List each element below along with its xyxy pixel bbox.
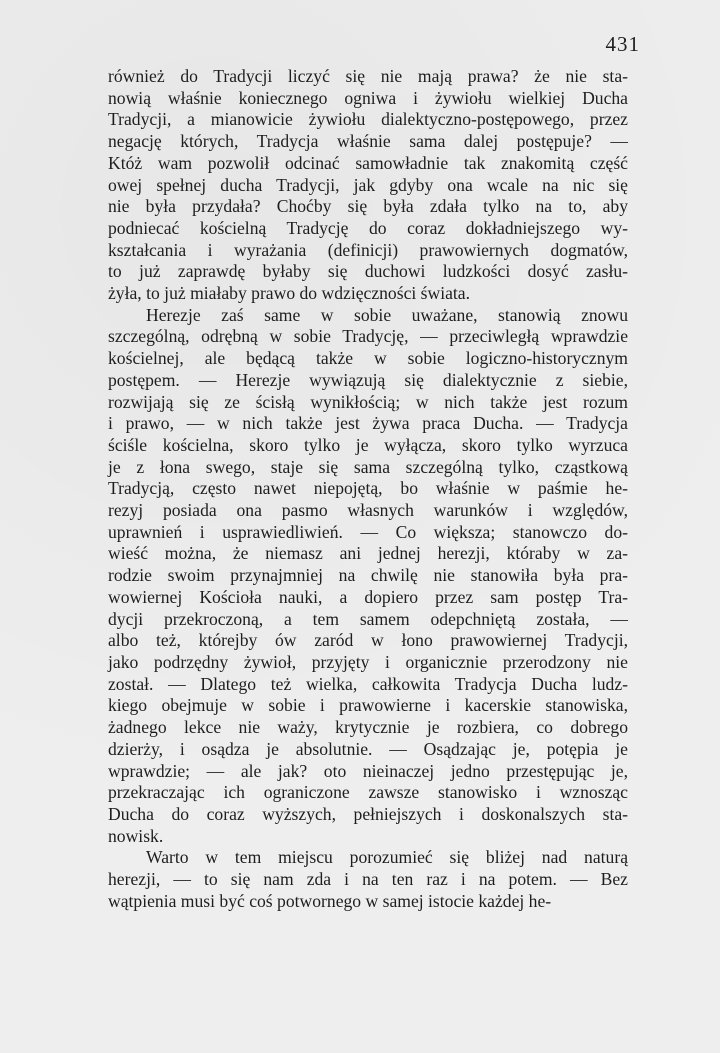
text-line: wprawdzie; — ale jak? oto nieinaczej jedno przestępując je, <box>108 760 628 781</box>
text-line: kiego obejmuje w sobie i prawowierne i kacerskie stanowiska, <box>108 695 628 716</box>
text-line: postępem. — Herezje wywiązują się dialektycznie z siebie, <box>108 369 628 390</box>
text-line: również do Tradycji liczyć się nie mają prawa? że nie sta- <box>108 66 628 86</box>
text-line: nie była przydała? Choćby się była zdała tylko na to, aby <box>108 196 628 217</box>
text-line: wieść można, że niemasz ani jednej herezji, któraby w za- <box>108 543 628 564</box>
text-line: Herezje zaś same w sobie uważane, stanowią znowu <box>146 304 628 325</box>
text-line: rozwijają się ze ścisłą wynikłością; w nich także jest rozum <box>108 391 628 412</box>
paragraph <box>108 305 628 848</box>
text-line: je z łona swego, staje się sama szczególną tylko, cząstkową <box>108 456 628 477</box>
paragraph <box>108 847 628 912</box>
text-line: nowią właśnie koniecznego ogniwa i żywiołu wielkiej Ducha <box>108 87 628 108</box>
text-line: Tradycją, często nawet niepojętą, bo właśnie w paśmie he- <box>108 478 628 499</box>
text-line: żyła, to już miałaby prawo do wdzięczności świata. <box>108 283 471 304</box>
text-line: szczególną, odrębną w sobie Tradycję, — przeciwległą wprawdzie <box>108 326 628 347</box>
text-line: jako podrzędny żywioł, przyjęty i organicznie przerodzony nie <box>108 651 628 672</box>
text-line: albo też, którejby ów zaród w łono prawowiernej Tradycji, <box>108 630 628 651</box>
text-line: nowisk. <box>108 825 164 846</box>
text-line: to już zaprawdę byłaby się duchowi ludzkości dosyć zasłu- <box>108 261 628 282</box>
text-line: został. — Dlatego też wielka, całkowita Tradycja Ducha ludz- <box>108 673 628 694</box>
text-line: Ducha do coraz wyższych, pełniejszych i doskonalszych sta- <box>108 803 628 824</box>
text-line: uprawnień i usprawiedliwień. — Co większa; stanowczo do- <box>108 521 628 542</box>
text-line: Warto w tem miejscu porozumieć się bliżej nad naturą <box>146 847 628 868</box>
text-line: owej spełnej ducha Tradycji, jak gdyby ona wcale na nic się <box>108 174 628 195</box>
text-line: herezji, — to się nam zda i na ten raz i na potem. — Bez <box>108 869 628 890</box>
text-line: przekraczając ich ograniczone zawsze stanowisko i wznosząc <box>108 782 628 803</box>
text-line: ściśle kościelna, skoro tylko je wyłącza, skoro tylko wyrzuca <box>108 434 628 455</box>
text-line: żadnego lekce nie waży, krytycznie je rozbiera, co dobrego <box>108 717 628 738</box>
text-line: rezyj posiada ona pasmo własnych warunków i względów, <box>108 500 628 521</box>
text-line: wątpienia musi być coś potwornego w samej istocie każdej he- <box>108 890 552 911</box>
page-number: 431 <box>605 32 640 56</box>
text-line: kształcania i wyrażania (definicji) prawowiernych dogmatów, <box>108 239 628 260</box>
text-line: kościelnej, ale będącą także w sobie logiczno-historycznym <box>108 348 628 369</box>
text-line: i prawo, — w nich także jest żywa praca Ducha. — Tradycja <box>108 413 628 434</box>
text-line: dycji przekroczoną, a tem samem odepchniętą została, — <box>108 608 628 629</box>
text-line: wowiernej Kościoła nauki, a dopiero przez sam postęp Tra- <box>108 586 628 607</box>
text-line: Któż wam pozwolił odcinać samowładnie tak znakomitą część <box>108 152 628 173</box>
text-line: negację których, Tradycja właśnie sama dalej postępuje? — <box>108 131 628 152</box>
page-text <box>108 66 628 912</box>
text-line: rodzie swoim przynajmniej na chwilę nie stanowiła była pra- <box>108 565 628 586</box>
text-line: podniecać kościelną Tradycję do coraz dokładniejszego wy- <box>108 217 628 238</box>
text-line: dzierży, i osądza je absolutnie. — Osądzając je, potępia je <box>108 738 628 759</box>
paragraph <box>108 66 628 305</box>
text-line: Tradycji, a mianowicie żywiołu dialektyczno-postępowego, przez <box>108 109 628 130</box>
